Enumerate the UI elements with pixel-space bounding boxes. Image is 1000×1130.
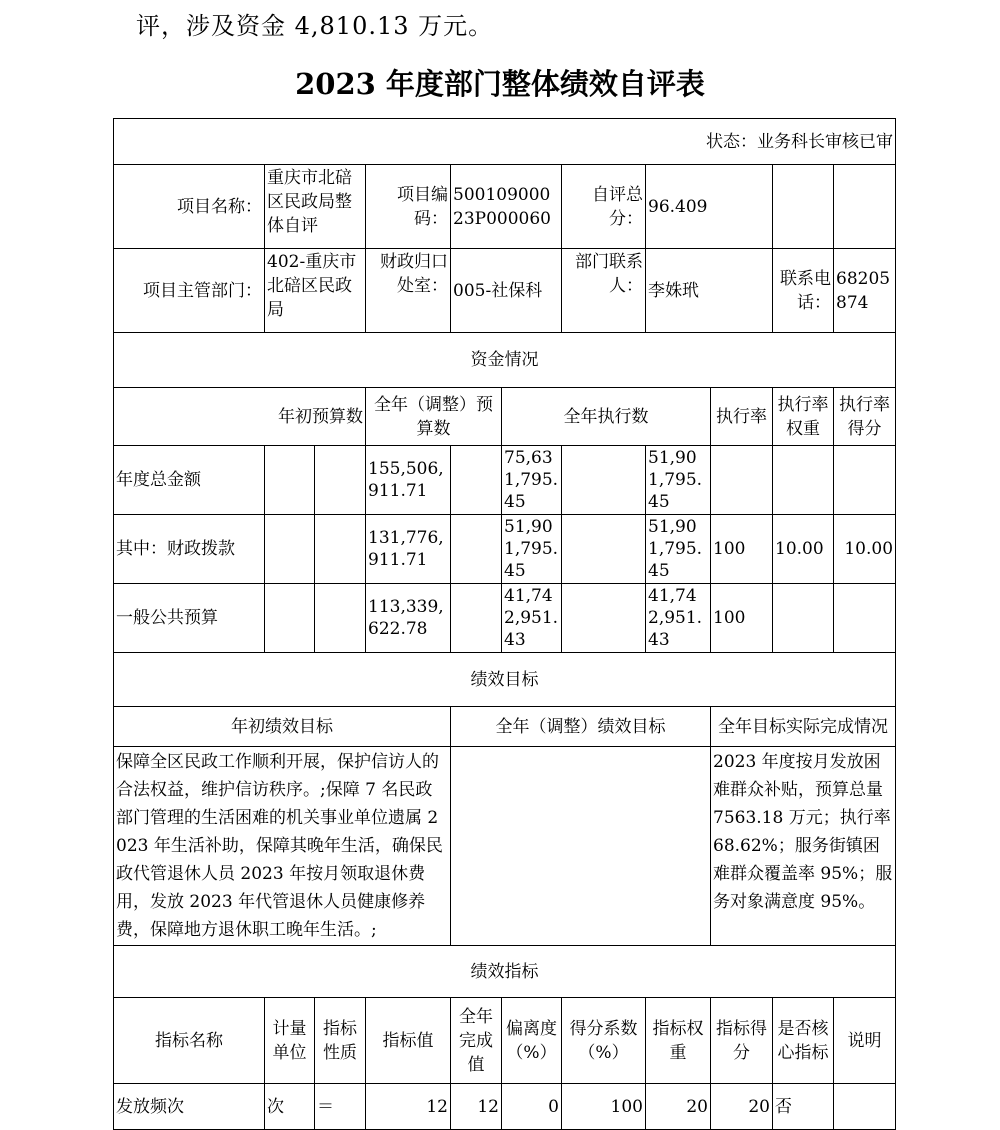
office-label: 财政归口处室： (366, 249, 451, 333)
funds-row-score (834, 446, 896, 515)
empty-cell (265, 515, 315, 584)
ind-header-deviation: 偏离度（%） (502, 998, 562, 1084)
ind-header-score: 指标得分 (711, 998, 773, 1084)
ind-row-coefficient: 100 (562, 1084, 646, 1130)
funds-row-executed: 51,901,795.45 (646, 515, 711, 584)
goals-adjusted-text (451, 747, 711, 946)
status-text: 状态：业务科长审核已审 (114, 119, 896, 165)
goals-header-initial: 年初绩效目标 (114, 707, 451, 747)
dept-value: 402-重庆市北碚区民政局 (265, 249, 366, 333)
ind-row-target: 12 (366, 1084, 451, 1130)
funds-row-score (834, 584, 896, 653)
ind-header-core: 是否核心指标 (773, 998, 834, 1084)
ind-header-unit: 计量单位 (265, 998, 315, 1084)
empty-cell (265, 584, 315, 653)
funds-row-adjusted: 41,742,951.43 (502, 584, 562, 653)
goals-header-actual: 全年目标实际完成情况 (711, 707, 896, 747)
funds-row-rate (711, 446, 773, 515)
funds-row-weight (773, 584, 834, 653)
ind-header-target: 指标值 (366, 998, 451, 1084)
ind-row-deviation: 0 (502, 1084, 562, 1130)
office-value: 005-社保科 (451, 249, 562, 333)
funds-header-executed: 全年执行数 (502, 388, 711, 446)
goals-section-title: 绩效目标 (114, 653, 896, 707)
empty-cell (451, 515, 502, 584)
empty-cell (451, 446, 502, 515)
phone-value: 68205874 (834, 249, 896, 333)
ind-header-nature: 指标性质 (315, 998, 366, 1084)
score-value: 96.409 (646, 165, 773, 249)
empty-cell (562, 584, 646, 653)
funds-row-initial: 155,506,911.71 (366, 446, 451, 515)
project-name-label: 项目名称： (114, 165, 265, 249)
ind-row-name: 发放频次 (114, 1084, 265, 1130)
ind-header-coefficient: 得分系数（%） (562, 998, 646, 1084)
ind-row-core: 否 (773, 1084, 834, 1130)
page-title: 2023 年度部门整体绩效自评表 (295, 67, 705, 101)
evaluation-table (113, 118, 896, 1130)
project-code-value: 50010900023P000060 (451, 165, 562, 249)
funds-row-adjusted: 75,631,795.45 (502, 446, 562, 515)
ind-row-done: 12 (451, 1084, 502, 1130)
funds-row-weight: 10.00 (773, 515, 834, 584)
dept-label: 项目主管部门： (114, 249, 265, 333)
empty-cell (315, 515, 366, 584)
funds-row-weight (773, 446, 834, 515)
empty-cell (773, 165, 834, 249)
project-code-label: 项目编码： (366, 165, 451, 249)
ind-header-name: 指标名称 (114, 998, 265, 1084)
funds-header-adjusted: 全年（调整）预算数 (366, 388, 502, 446)
goals-header-adjusted: 全年（调整）绩效目标 (451, 707, 711, 747)
funds-row-initial: 131,776,911.71 (366, 515, 451, 584)
ind-row-weight: 20 (646, 1084, 711, 1130)
ind-row-nature: ＝ (315, 1084, 366, 1130)
funds-header-rate: 执行率 (711, 388, 773, 446)
intro-text: 评，涉及资金 4,810.13 万元。 (136, 12, 494, 40)
ind-row-unit: 次 (265, 1084, 315, 1130)
empty-cell (562, 515, 646, 584)
contact-label: 部门联系人： (562, 249, 646, 333)
funds-row-rate: 100 (711, 584, 773, 653)
funds-row-name: 其中：财政拨款 (114, 515, 265, 584)
empty-cell (451, 584, 502, 653)
empty-cell (265, 446, 315, 515)
ind-header-note: 说明 (834, 998, 896, 1084)
ind-header-done: 全年完成值 (451, 998, 502, 1084)
ind-row-score: 20 (711, 1084, 773, 1130)
empty-cell (834, 165, 896, 249)
contact-value: 李姝玳 (646, 249, 773, 333)
funds-row-name: 一般公共预算 (114, 584, 265, 653)
ind-row-note (834, 1084, 896, 1130)
funds-row-name: 年度总金额 (114, 446, 265, 515)
funds-header-weight: 执行率权重 (773, 388, 834, 446)
empty-cell (315, 584, 366, 653)
funds-row-initial: 113,339,622.78 (366, 584, 451, 653)
phone-label: 联系电话： (773, 249, 834, 333)
project-name-value: 重庆市北碚区民政局整体自评 (265, 165, 366, 249)
indicators-section-title: 绩效指标 (114, 946, 896, 998)
empty-cell (562, 446, 646, 515)
funds-row-executed: 51,901,795.45 (646, 446, 711, 515)
funds-header-score: 执行率得分 (834, 388, 896, 446)
funds-section-title: 资金情况 (114, 333, 896, 388)
funds-header-initial: 年初预算数 (114, 388, 366, 446)
goals-initial-text: 保障全区民政工作顺利开展，保护信访人的合法权益，维护信访秩序。;保障 7 名民政部门管理的生活困难的机关事业单位遗属 2023 年生活补助，保障其晚年生活，确保民政代管退休人员 2023 年按月领取退休费用，发放 2023 年代管退休人员健康修养费，保障地方退休职工晚年生活。; (114, 747, 451, 946)
funds-row-rate: 100 (711, 515, 773, 584)
empty-cell (315, 446, 366, 515)
score-label: 自评总分： (562, 165, 646, 249)
funds-row-adjusted: 51,901,795.45 (502, 515, 562, 584)
ind-header-weight: 指标权重 (646, 998, 711, 1084)
goals-actual-text: 2023 年度按月发放困难群众补贴，预算总量 7563.18 万元；执行率 68.62%；服务街镇困难群众覆盖率 95%；服务对象满意度 95%。 (711, 747, 896, 946)
funds-row-executed: 41,742,951.43 (646, 584, 711, 653)
funds-row-score: 10.00 (834, 515, 896, 584)
